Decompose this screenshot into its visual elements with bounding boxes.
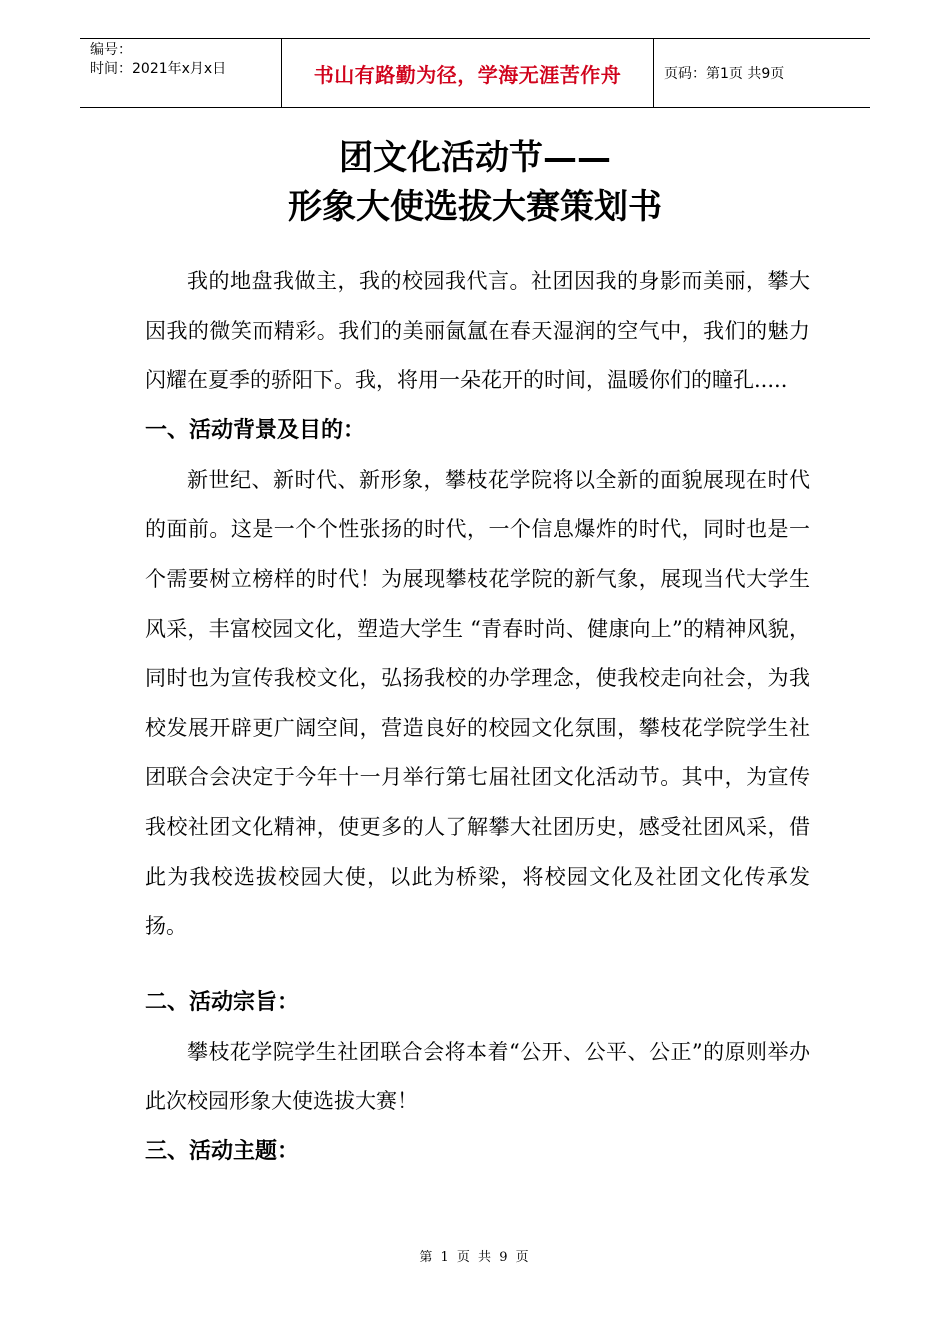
document-body	[145, 257, 810, 1177]
section-spacer	[145, 952, 810, 978]
document-title-line2: 形象大使选拔大赛策划书	[288, 187, 662, 227]
header-meta	[80, 39, 282, 107]
header-page-label: 页码：第1页 共9页	[664, 66, 785, 82]
intro-paragraph: 我的地盘我做主，我的校园我代言。社团因我的身影而美丽，攀大因我的微笑而精彩。我们的美丽氤氲在春天湿润的空气中，我们的魅力闪耀在夏季的骄阳下。我，将用一朵花开的时间，温暖你们的瞳孔.....	[145, 269, 810, 393]
section-heading-purpose: 二、活动宗旨：	[145, 989, 300, 1015]
section-heading-background: 一、活动背景及目的：	[145, 417, 366, 443]
section-body-background: 新世纪、新时代、新形象，攀枝花学院将以全新的面貌展现在时代的面前。这是一个个性张扬的时代，一个信息爆炸的时代，同时也是一个需要树立榜样的时代！为展现攀枝花学院的新气象，展现当代大学生风采，丰富校园文化，塑造大学生 “青春时尚、健康向上”的精神风貌，同时也为宣传我校文化，弘扬我校的办学理念，使我校走向社会，为我校发展开辟更广阔空间，营造良好的校园文化氛围，攀枝花学院学生社团联合会决定于今年十一月举行第七届社团文化活动节。其中，为宣传我校社团文化精神，使更多的人了解攀大社团历史，感受社团风采，借此为我校选拔校园大使，以此为桥梁，将校园文化及社团文化传承发扬。	[145, 467, 810, 939]
document-number-label: 编号：	[90, 42, 132, 58]
document-header	[80, 38, 870, 108]
header-motto: 书山有路勤为径，学海无涯苦作舟	[282, 39, 654, 107]
section-body-purpose: 攀枝花学院学生社团联合会将本着“公开、公平、公正”的原则举办此次校园形象大使选拔大赛！	[145, 1039, 810, 1114]
document-time-label: 时间：2021年x月x日	[90, 61, 227, 77]
section-heading-theme: 三、活动主题：	[145, 1138, 300, 1164]
page-footer: 第 1 页 共 9 页	[419, 1250, 531, 1265]
document-title-line1: 团文化活动节——	[339, 138, 611, 178]
